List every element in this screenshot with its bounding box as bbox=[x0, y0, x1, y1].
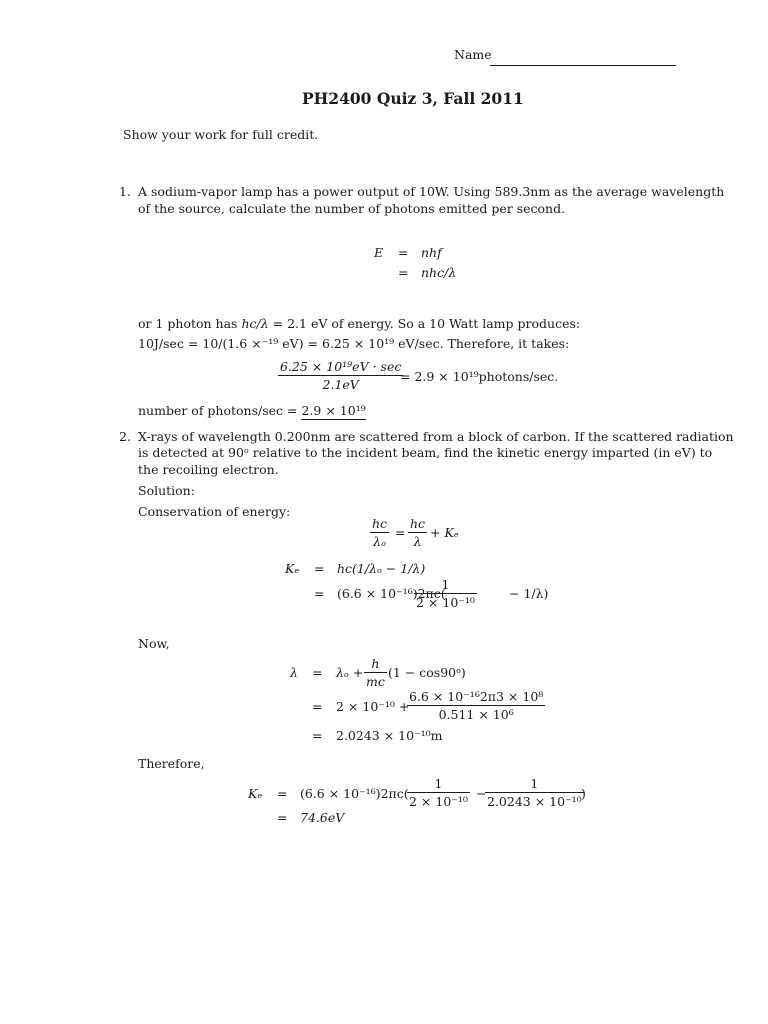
equation-equals: = bbox=[314, 586, 325, 601]
equation-equals: = bbox=[395, 525, 406, 540]
math-inline: hc/λ bbox=[241, 316, 269, 331]
fraction-denominator: λ bbox=[413, 534, 422, 549]
fraction-numerator: 1 bbox=[485, 776, 584, 793]
text-line: 10J/sec = 10/(1.6 ×⁻¹⁹ eV) = 6.25 × 10¹⁹ eV/sec. Therefore, it takes: bbox=[138, 336, 570, 351]
text-fragment: or 1 photon has bbox=[138, 316, 238, 331]
equation-rhs: 2 × 10⁻¹⁰ + bbox=[336, 699, 410, 714]
instructions: Show your work for full credit. bbox=[123, 127, 319, 142]
fraction-denominator: λₒ bbox=[373, 534, 386, 549]
equation-equals: = bbox=[312, 699, 323, 714]
fraction-denominator: 2 × 10⁻¹⁰ bbox=[409, 794, 468, 809]
answer-line bbox=[138, 403, 366, 418]
text-line bbox=[138, 316, 580, 331]
question-number: 2. bbox=[119, 429, 131, 444]
fraction bbox=[485, 776, 584, 809]
fraction-denominator: 2 × 10⁻¹⁰ bbox=[416, 595, 475, 610]
fraction-denominator: 2.1eV bbox=[322, 377, 359, 392]
fraction bbox=[407, 776, 470, 809]
question-number: 1. bbox=[119, 184, 131, 199]
fraction bbox=[408, 516, 427, 549]
equation-lhs: λ bbox=[290, 665, 298, 680]
conservation-label: Conservation of energy: bbox=[138, 504, 291, 519]
equation-equals: = bbox=[314, 561, 325, 576]
question-text-line: A sodium-vapor lamp has a power output of 10W. Using 589.3nm as the average wavelength bbox=[138, 184, 725, 199]
equation-rhs: − 1/λ) bbox=[509, 586, 549, 601]
equation-rhs: 2.0243 × 10⁻¹⁰m bbox=[336, 728, 443, 743]
fraction bbox=[278, 359, 403, 392]
equation-equals: = bbox=[312, 665, 323, 680]
solution-label: Solution: bbox=[138, 483, 195, 498]
name-label: Name bbox=[454, 47, 492, 62]
equation-rhs: (6.6 × 10⁻¹⁶)2πc( bbox=[300, 786, 409, 801]
equation-lhs: E bbox=[374, 245, 384, 260]
equation-rhs: (1 − cos90ᵒ) bbox=[388, 665, 466, 680]
fraction-numerator: 1 bbox=[407, 776, 470, 793]
equation-rhs: + Kₑ bbox=[430, 525, 459, 540]
equation-equals: = bbox=[277, 810, 288, 825]
equation-lhs: Kₑ bbox=[285, 561, 300, 576]
equation-rhs: 74.6eV bbox=[300, 810, 345, 825]
equation-operator: − bbox=[476, 786, 487, 801]
fraction-numerator: 6.25 × 10¹⁹eV · sec bbox=[280, 359, 402, 374]
fraction-denominator: mc bbox=[366, 674, 385, 689]
fraction bbox=[407, 689, 545, 722]
equation-equals: = bbox=[398, 245, 409, 260]
question-text-line: of the source, calculate the number of photons emitted per second. bbox=[138, 201, 566, 216]
equation-rhs: λₒ + bbox=[336, 665, 364, 680]
fraction-numerator: 1 bbox=[414, 577, 477, 594]
name-blank-line[interactable] bbox=[490, 65, 676, 66]
fraction-numerator: hc bbox=[410, 516, 426, 531]
equation-equals: = bbox=[398, 265, 409, 280]
question-text-line: X-rays of wavelength 0.200nm are scattered from a block of carbon. If the scattered radiation bbox=[138, 429, 734, 444]
question-text-line: the recoiling electron. bbox=[138, 462, 279, 477]
fraction bbox=[370, 516, 389, 549]
equation-rhs: nhc/λ bbox=[421, 265, 457, 280]
equation-equals: = bbox=[277, 786, 288, 801]
equation-rhs: nhf bbox=[421, 245, 442, 260]
text-fragment: = 2.1 eV of energy. So a 10 Watt lamp produces: bbox=[272, 316, 581, 331]
fraction-numerator: 6.6 × 10⁻¹⁶2π3 × 10⁸ bbox=[409, 689, 544, 704]
page-title: PH2400 Quiz 3, Fall 2011 bbox=[302, 89, 524, 108]
fraction-numerator: h bbox=[364, 656, 387, 673]
therefore-label: Therefore, bbox=[138, 756, 205, 771]
answer-value: 2.9 × 10¹⁹ bbox=[301, 403, 366, 418]
fraction bbox=[364, 656, 387, 689]
equation-operator: ) bbox=[581, 786, 586, 801]
fraction bbox=[414, 577, 477, 610]
fraction-denominator: 0.511 × 10⁶ bbox=[438, 707, 514, 722]
equation-rhs: (6.6 × 10⁻¹⁶)2πc( bbox=[337, 586, 446, 601]
fraction-numerator: hc bbox=[372, 516, 388, 531]
answer-label: number of photons/sec = bbox=[138, 403, 298, 418]
question-text-line: is detected at 90ᵒ relative to the incident beam, find the kinetic energy imparted (in eV) to bbox=[138, 445, 713, 460]
equation-rhs: hc(1/λₒ − 1/λ) bbox=[337, 561, 426, 576]
equation-rhs: = 2.9 × 10¹⁹photons/sec. bbox=[400, 369, 559, 384]
now-label: Now, bbox=[138, 636, 170, 651]
fraction-denominator: 2.0243 × 10⁻¹⁰ bbox=[487, 794, 582, 809]
equation-lhs: Kₑ bbox=[248, 786, 263, 801]
equation-equals: = bbox=[312, 728, 323, 743]
